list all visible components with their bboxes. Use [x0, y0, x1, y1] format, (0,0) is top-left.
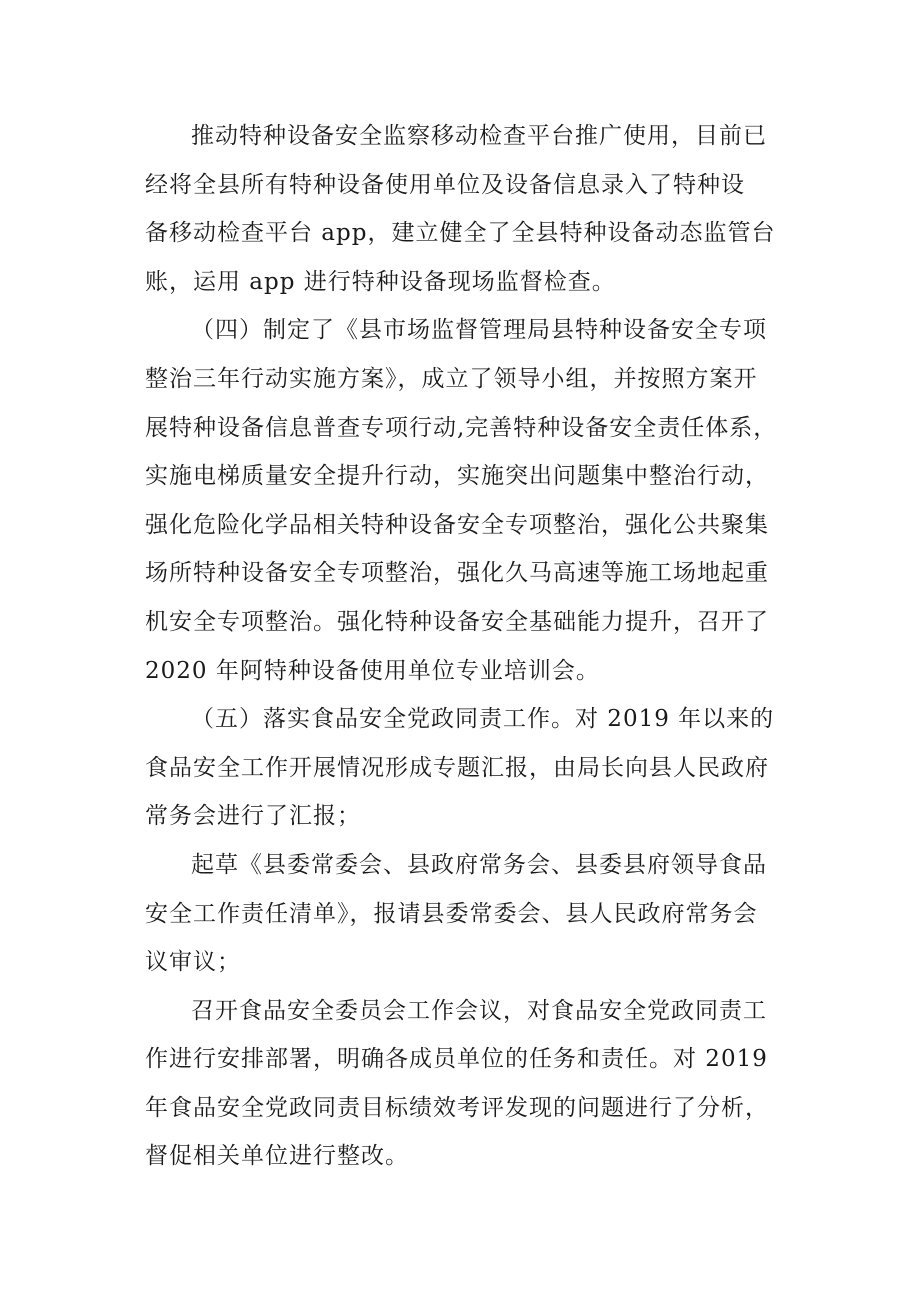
text-line: 召开食品安全委员会工作会议，对食品安全党政同责工	[191, 997, 767, 1024]
paragraph-3	[145, 695, 795, 841]
paragraph-4	[145, 841, 795, 987]
text-line: 食品安全工作开展情况形成专题汇报，由局长向县人民政府	[145, 754, 769, 781]
text-line: 场所特种设备安全专项整治，强化久马高速等施工场地起重	[145, 560, 769, 587]
text-line: 年食品安全党政同责目标绩效考评发现的问题进行了分析，	[145, 1094, 769, 1121]
text-line: 作进行安排部署，明确各成员单位的任务和责任。对 2019	[145, 1046, 768, 1073]
text-line: 机安全专项整治。强化特种设备安全基础能力提升，召开了	[145, 608, 769, 635]
text-line: 展特种设备信息普查专项行动,完善特种设备安全责任体系，	[145, 414, 778, 441]
text-line: 起草《县委常委会、县政府常务会、县委县府领导食品	[191, 851, 767, 878]
text-line: 账，运用 app 进行特种设备现场监督检查。	[145, 268, 616, 295]
text-line: 备移动检查平台 app，建立健全了全县特种设备动态监管台	[145, 220, 776, 247]
document-body	[145, 112, 795, 1181]
text-line: 整治三年行动实施方案》，成立了领导小组，并按照方案开	[145, 365, 758, 392]
text-line: （五）落实食品安全党政同责工作。对 2019 年以来的	[191, 706, 775, 733]
paragraph-5	[145, 987, 795, 1181]
text-line: 安全工作责任清单》，报请县委常委会、县人民政府常务会	[145, 900, 758, 927]
paragraph-1	[145, 112, 795, 306]
text-line: 实施电梯质量安全提升行动，实施突出问题集中整治行动，	[145, 463, 769, 490]
text-line: 强化危险化学品相关特种设备安全专项整治，强化公共聚集	[145, 511, 769, 538]
text-line: 2020 年阿特种设备使用单位专业培训会。	[145, 657, 600, 684]
text-line: 经将全县所有特种设备使用单位及设备信息录入了特种设	[145, 171, 745, 198]
text-line: 议审议；	[145, 949, 241, 976]
text-line: 督促相关单位进行整改。	[145, 1143, 409, 1170]
text-line: （四）制定了《县市场监督管理局县特种设备安全专项	[191, 317, 767, 344]
text-line: 常务会进行了汇报；	[145, 803, 361, 830]
text-line: 推动特种设备安全监察移动检查平台推广使用，目前已	[191, 123, 767, 149]
paragraph-2	[145, 306, 795, 695]
